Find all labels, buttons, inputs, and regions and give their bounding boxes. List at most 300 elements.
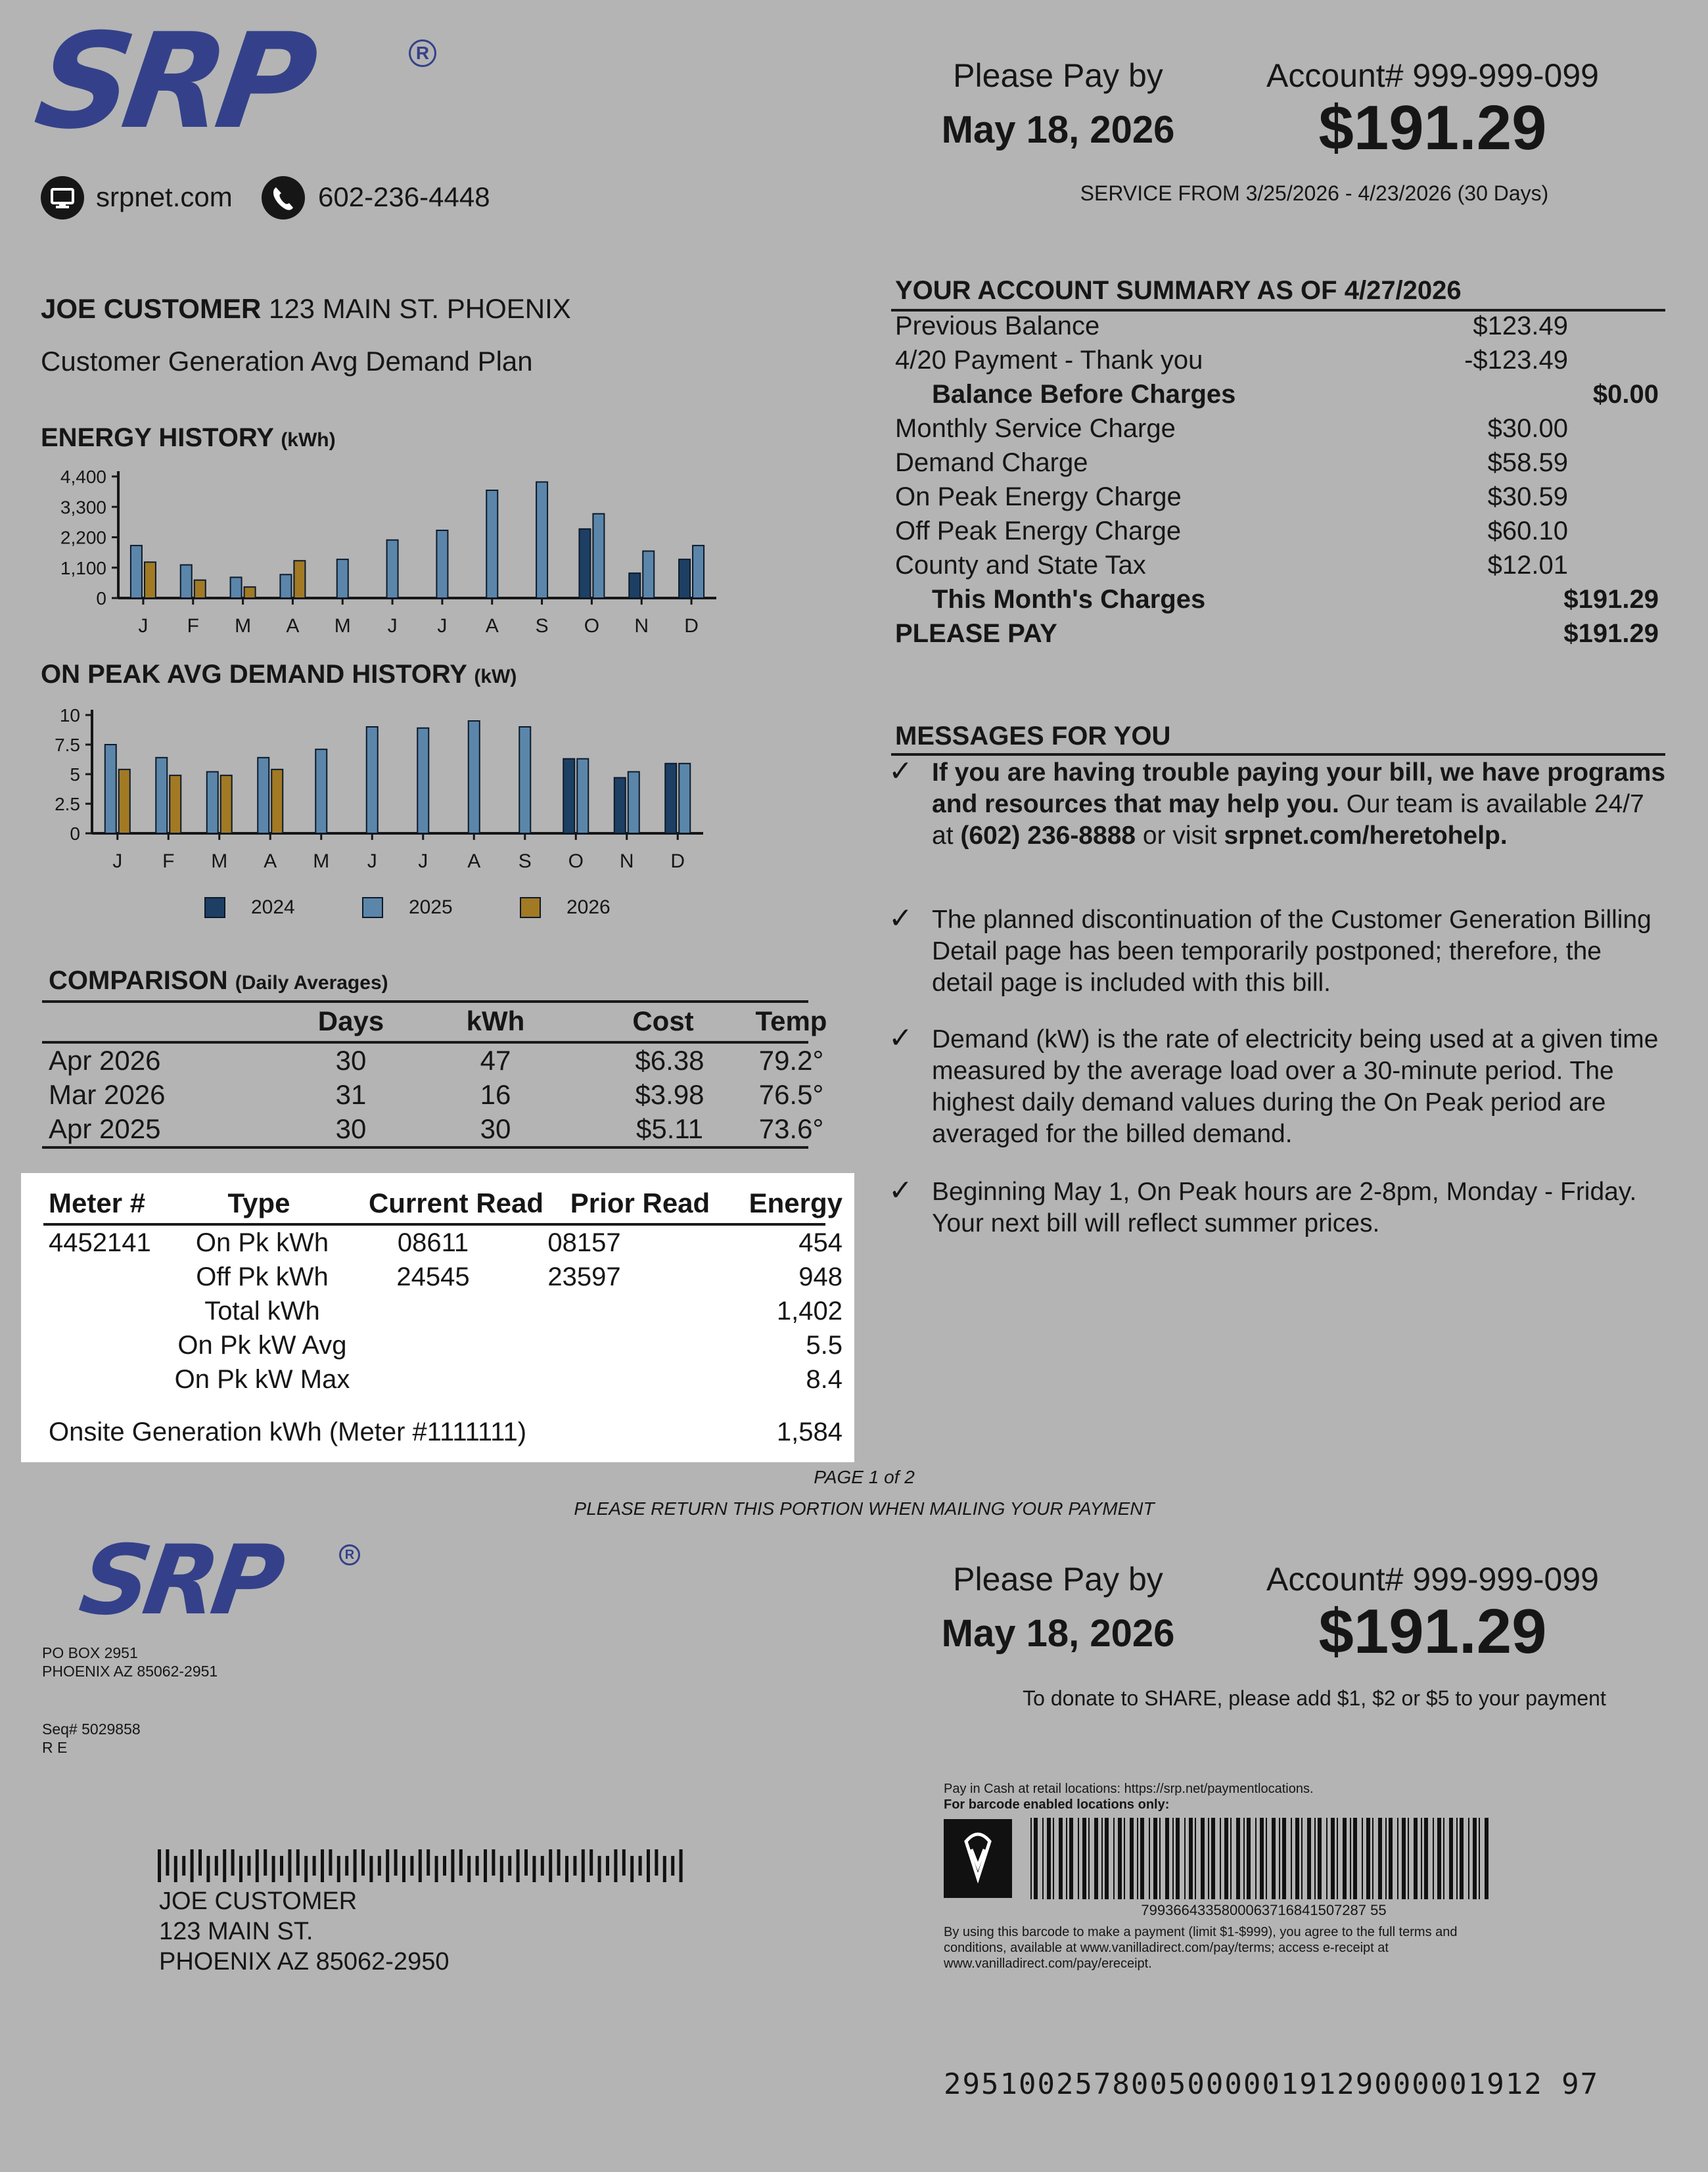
barcode-bar [1279, 1818, 1280, 1899]
legend-label: 2026 [566, 896, 611, 918]
x-tick-label: N [634, 615, 649, 637]
x-tick-label: N [619, 850, 634, 872]
message-hardship [932, 757, 1668, 852]
meter-header [49, 1188, 842, 1220]
barcode-bar [1149, 1818, 1150, 1899]
x-tick-label: S [518, 850, 532, 872]
barcode-bar [1389, 1818, 1393, 1899]
barcode-bar [1255, 1818, 1257, 1899]
barcode-bar [1113, 1818, 1115, 1899]
meter-current: 08611 [397, 1228, 469, 1257]
postal-bar [191, 1849, 194, 1882]
barcode-bar [1243, 1818, 1245, 1899]
postal-bar [337, 1856, 340, 1882]
stub-pay-by-label: Please Pay by [953, 1561, 1163, 1598]
energy-history-unit: (kWh) [281, 429, 336, 451]
table-row [49, 1113, 824, 1147]
bar-2025 [231, 577, 242, 598]
x-tick-label: A [485, 615, 499, 637]
postal-bar [622, 1849, 626, 1876]
page-number: PAGE 1 of 2 [814, 1467, 915, 1487]
barcode-bar [1301, 1818, 1303, 1899]
barcode-bar [1184, 1818, 1186, 1899]
bar-2024 [614, 777, 626, 833]
postal-bar [467, 1856, 471, 1882]
barcode-bar [1066, 1818, 1067, 1899]
table-row [49, 1045, 824, 1079]
meter-col-current: Current Read [368, 1188, 544, 1218]
postal-bar [354, 1849, 357, 1882]
summary-label: This Month's Charges [932, 585, 1206, 614]
postal-bar [410, 1856, 413, 1876]
message-hardship-phone[interactable]: (602) 236-8888 [960, 821, 1136, 850]
energy-history-title-text: ENERGY HISTORY [41, 423, 274, 452]
col-kwh: kWh [466, 1005, 525, 1036]
postal-bar [166, 1849, 169, 1876]
postal-bar [264, 1849, 267, 1876]
onsite-label: Onsite Generation kWh (Meter #1111111) [49, 1418, 527, 1446]
barcode-bar [1094, 1818, 1098, 1899]
message-on-peak-hours: Beginning May 1, On Peak hours are 2-8pm, Monday - Friday. Your next bill will reflect summer prices. [932, 1178, 1637, 1237]
website-icon [41, 176, 84, 220]
barcode-terms: By using this barcode to make a payment (limit $1-$999), you agree to the full terms and conditions, available at www.vanilladirect.com/pay/terms; access e-receipt at www.vanilladirect.com/pay/ereceipt. [944, 1925, 1458, 1971]
summary-title: YOUR ACCOUNT SUMMARY AS OF 4/27/2026 [895, 276, 1462, 305]
postal-bar [663, 1856, 666, 1882]
bar-2025 [519, 727, 530, 833]
barcode-bar [1118, 1818, 1122, 1899]
amount-due: $191.29 [1318, 93, 1547, 163]
bar-2025 [258, 758, 269, 833]
summary-amount: $30.00 [1487, 414, 1568, 443]
comparison-cost: $6.38 [635, 1045, 704, 1076]
postal-barcode [158, 1849, 697, 1882]
barcode-bar [1468, 1818, 1469, 1899]
comparison-days: 30 [335, 1045, 367, 1076]
checkmark-icon: ✓ [889, 755, 913, 787]
barcode-bar [1088, 1818, 1090, 1899]
bar-2026 [221, 775, 232, 833]
postal-bar [394, 1849, 398, 1876]
barcode-bar [1362, 1818, 1363, 1899]
pay-by-label: Please Pay by [953, 57, 1163, 94]
barcode-bar [1295, 1818, 1299, 1899]
postal-bar [541, 1856, 544, 1876]
donate-note: To donate to SHARE, please add $1, $2 or $5 to your payment [1023, 1686, 1606, 1710]
srp-logo-stub: SRP [74, 1525, 285, 1636]
barcode-bar [1034, 1818, 1038, 1899]
postal-bar [158, 1849, 161, 1882]
barcode-bar [1424, 1818, 1428, 1899]
meter-col-number: Meter # [49, 1188, 146, 1218]
x-tick-label: A [467, 850, 481, 872]
checkmark-icon: ✓ [889, 1022, 913, 1054]
postal-bar [198, 1849, 202, 1876]
bar-2025 [105, 745, 116, 833]
barcode-bar [1331, 1818, 1335, 1899]
barcode-bar [1421, 1818, 1422, 1899]
message-hardship-text: Our team is available 24/7 at [932, 790, 1644, 850]
comparison-days: 30 [335, 1113, 367, 1144]
barcode-bar [1479, 1818, 1480, 1899]
summary-label: Demand Charge [895, 448, 1088, 477]
postal-bar [573, 1856, 576, 1876]
comparison-temp: 73.6° [758, 1113, 824, 1144]
postal-bar [369, 1856, 373, 1882]
y-tick-label: 10 [59, 705, 80, 726]
postal-bar [606, 1856, 609, 1876]
barcode-bar [1059, 1818, 1063, 1899]
comparison-rule-mid [42, 1041, 808, 1044]
bar-2026 [145, 562, 156, 598]
meter-type: Total kWh [204, 1297, 320, 1326]
postal-bar [476, 1856, 479, 1876]
postal-bar [361, 1849, 365, 1876]
postal-bar [443, 1856, 446, 1876]
barcode-bar [1402, 1818, 1406, 1899]
postal-bar [630, 1856, 634, 1882]
postal-bar [182, 1856, 185, 1876]
barcode-bar [1260, 1818, 1264, 1899]
comparison-header [42, 1005, 827, 1040]
postal-bar [484, 1849, 487, 1882]
postal-bar [435, 1856, 438, 1882]
registered-mark-stub: R [339, 1544, 360, 1565]
postal-bar [517, 1849, 520, 1882]
barcode-bar [1247, 1818, 1251, 1899]
table-row [49, 1297, 842, 1331]
postal-bar [174, 1856, 177, 1882]
retail-barcode [1030, 1818, 1497, 1899]
monitor-icon [41, 176, 84, 220]
meter-col-prior: Prior Read [570, 1188, 710, 1218]
meter-prior: 23597 [547, 1262, 621, 1291]
barcode-bar [1078, 1818, 1079, 1899]
barcode-bar [1408, 1818, 1409, 1899]
barcode-bar [1318, 1818, 1322, 1899]
legend-swatch-2024 [205, 898, 225, 917]
y-tick-label: 2.5 [55, 794, 80, 814]
comparison-rule-top [42, 1000, 808, 1003]
barcode-bar [1140, 1818, 1144, 1899]
x-tick-label: D [670, 850, 685, 872]
barcode-bar [1208, 1818, 1209, 1899]
comparison-title-text: COMPARISON [49, 966, 228, 995]
comparison-temp: 76.5° [758, 1079, 824, 1110]
table-row [49, 1228, 842, 1262]
bar-2025 [387, 540, 398, 598]
postal-bar [647, 1849, 650, 1882]
summary-amount: $58.59 [1487, 448, 1568, 477]
checkmark-icon: ✓ [889, 1174, 913, 1207]
checkmark-icon: ✓ [889, 902, 913, 935]
postal-bar [272, 1856, 275, 1882]
x-tick-label: O [584, 615, 600, 637]
demand-history-unit: (kW) [474, 666, 517, 687]
barcode-bar [1291, 1818, 1292, 1899]
stub-amount-due: $191.29 [1318, 1596, 1547, 1667]
summary-label: Previous Balance [895, 312, 1100, 340]
barcode-bar [1195, 1818, 1196, 1899]
barcode-bar [1220, 1818, 1221, 1899]
cash-note: Pay in Cash at retail locations: https://srp.net/paymentlocations. [944, 1782, 1314, 1796]
bar-2025 [643, 551, 654, 598]
summary-amount: -$123.49 [1464, 346, 1568, 375]
bar-2025 [486, 490, 497, 598]
table-row [49, 1262, 842, 1297]
comparison-period: Apr 2025 [49, 1113, 161, 1144]
postal-bar [288, 1849, 291, 1882]
postal-bar [386, 1849, 389, 1882]
bar-2025 [280, 574, 291, 598]
barcode-bar [1137, 1818, 1138, 1899]
message-hardship-link[interactable]: srpnet.com/heretohelp. [1224, 821, 1508, 850]
col-temp: Temp [755, 1005, 827, 1036]
postal-bar [427, 1849, 430, 1876]
sequence-number: Seq# 5029858 [42, 1721, 141, 1738]
barcode-bar [1069, 1818, 1073, 1899]
barcode-bar [1172, 1818, 1174, 1899]
barcode-bar [1042, 1818, 1044, 1899]
meter-number: 4452141 [49, 1228, 151, 1257]
meter-type: Off Pk kWh [196, 1262, 329, 1291]
message-hardship-bold: If you are having trouble paying your bill, we have programs and resources that may help you. [932, 758, 1666, 818]
messages-title: MESSAGES FOR YOU [895, 722, 1171, 751]
bar-2025 [577, 759, 588, 833]
summary-row [895, 380, 1661, 414]
barcode-bar [1449, 1818, 1453, 1899]
table-row [49, 1331, 842, 1365]
summary-row [895, 482, 1661, 517]
col-days: Days [317, 1005, 384, 1036]
legend-swatch-2025 [363, 898, 382, 917]
summary-label: Monthly Service Charge [895, 414, 1176, 443]
x-tick-label: J [418, 850, 428, 872]
barcode-number: 7993664335800063716841507287 55 [1141, 1902, 1387, 1918]
meter-col-energy: Energy [749, 1188, 842, 1218]
phone-icon [262, 176, 305, 220]
barcode-bar [1460, 1818, 1464, 1899]
summary-row [895, 585, 1661, 619]
summary-row [895, 517, 1661, 551]
bar-2025 [628, 772, 639, 833]
postal-bar [532, 1856, 536, 1882]
barcode-bar [1211, 1818, 1215, 1899]
postal-bar [215, 1856, 218, 1876]
barcode-bar [1153, 1818, 1157, 1899]
customer-address: 123 MAIN ST. PHOENIX [268, 293, 571, 324]
vanilla-logo-icon [944, 1819, 1012, 1898]
message-demand: Demand (kW) is the rate of electricity being used at a given time measured by the average load over a 30-minute period. The highest daily demand values during the On Peak period are averaged for the billed demand. [932, 1025, 1659, 1148]
barcode-bar [1337, 1818, 1338, 1899]
summary-row [895, 312, 1661, 346]
barcode-bar [1272, 1818, 1276, 1899]
summary-label: PLEASE PAY [895, 619, 1057, 648]
summary-amount: $123.49 [1473, 312, 1568, 340]
postal-bar [247, 1856, 250, 1876]
y-tick-label: 0 [96, 588, 106, 609]
meter-energy: 454 [798, 1228, 842, 1257]
comparison-title [49, 966, 388, 996]
po-box: PO BOX 2951 [42, 1644, 138, 1661]
postal-bar [256, 1849, 259, 1882]
barcode-bar [1201, 1818, 1205, 1899]
onsite-value: 1,584 [776, 1418, 842, 1446]
barcode-bar [1433, 1818, 1434, 1899]
mail-street: 123 MAIN ST. [159, 1918, 313, 1945]
postal-bar [402, 1856, 405, 1882]
bar-2025 [693, 545, 704, 598]
summary-label: 4/20 Payment - Thank you [895, 346, 1203, 375]
summary-label: County and State Tax [895, 551, 1146, 580]
postal-bar [231, 1849, 235, 1876]
customer-name: JOE CUSTOMER [41, 293, 262, 324]
barcode-bar [1307, 1818, 1311, 1899]
bar-2025 [679, 764, 690, 833]
barcode-bar [1350, 1818, 1351, 1899]
barcode-bar [1485, 1818, 1489, 1899]
stub-account-number: Account# 999-999-099 [1266, 1561, 1599, 1598]
mail-name: JOE CUSTOMER [159, 1887, 358, 1915]
postal-bar [639, 1856, 642, 1876]
x-tick-label: J [367, 850, 377, 872]
bar-2026 [271, 770, 283, 833]
bar-2025 [156, 758, 167, 833]
postal-bar [557, 1849, 561, 1876]
comparison-temp: 79.2° [758, 1045, 824, 1076]
y-tick-label: 3,300 [60, 497, 106, 518]
barcode-bar [1366, 1818, 1370, 1899]
postal-bar [296, 1849, 300, 1876]
demand-history-title [41, 660, 517, 689]
account-number: Account# 999-999-099 [1266, 57, 1599, 94]
barcode-bar [1189, 1818, 1193, 1899]
barcode-note: For barcode enabled locations only: [944, 1797, 1170, 1812]
barcode-bar [1130, 1818, 1134, 1899]
summary-row [895, 551, 1661, 585]
meter-energy: 1,402 [776, 1297, 842, 1326]
barcode-bar [1176, 1818, 1180, 1899]
barcode-bar [1397, 1818, 1398, 1899]
comparison-days: 31 [335, 1079, 367, 1110]
barcode-bar [1314, 1818, 1316, 1899]
barcode-bar [1282, 1818, 1286, 1899]
table-row [49, 1079, 824, 1113]
demand-history-title-text: ON PEAK AVG DEMAND HISTORY [41, 660, 467, 689]
y-tick-label: 2,200 [60, 527, 106, 548]
postal-bar [589, 1849, 593, 1876]
postal-bar [345, 1856, 348, 1876]
energy-history-title [41, 423, 336, 453]
x-tick-label: F [162, 850, 175, 872]
comparison-cost: $3.98 [635, 1079, 704, 1110]
postal-bar [378, 1856, 381, 1876]
meter-energy: 8.4 [806, 1365, 842, 1394]
registered-mark: R [409, 39, 436, 67]
postal-bar [223, 1849, 226, 1882]
postal-bar [239, 1856, 242, 1882]
barcode-bar [1030, 1818, 1032, 1899]
bar-2026 [294, 561, 305, 598]
postal-bar [419, 1849, 422, 1882]
postal-bar [614, 1849, 617, 1882]
bar-2024 [629, 573, 640, 598]
barcode-bar [1230, 1818, 1232, 1899]
comparison-kwh: 30 [480, 1113, 511, 1144]
bar-2024 [579, 529, 590, 598]
summary-amount: $12.01 [1487, 551, 1568, 580]
summary-label: Balance Before Charges [932, 380, 1236, 409]
summary-row [895, 619, 1661, 653]
bar-2025 [315, 749, 327, 833]
bar-2025 [469, 721, 480, 833]
postal-bar [500, 1856, 503, 1882]
comparison-period: Apr 2026 [49, 1045, 161, 1076]
meter-header-rule [43, 1223, 825, 1226]
comparison-period: Mar 2026 [49, 1079, 166, 1110]
message-billing-detail: The planned discontinuation of the Customer Generation Billing Detail page has been temporarily postponed; therefore, the detail page is included with this bill. [932, 906, 1651, 997]
scanline: 29510025780050000019129000001912 97 [944, 2068, 1600, 2101]
bar-2025 [536, 482, 547, 598]
summary-label: Off Peak Energy Charge [895, 517, 1182, 545]
postal-bar [313, 1856, 316, 1876]
barcode-bar [1473, 1818, 1477, 1899]
stub-due-date: May 18, 2026 [941, 1612, 1175, 1655]
barcode-bar [1372, 1818, 1373, 1899]
summary-row [895, 448, 1661, 482]
meter-readings-box [21, 1173, 854, 1462]
barcode-bar [1053, 1818, 1054, 1899]
barcode-bar [1124, 1818, 1125, 1899]
summary-amount: $60.10 [1487, 517, 1568, 545]
comparison-cost: $5.11 [636, 1113, 703, 1144]
bar-2026 [195, 580, 206, 598]
meter-type: On Pk kWh [195, 1228, 329, 1257]
postal-bar [582, 1849, 585, 1882]
onsite-generation-row [49, 1418, 842, 1452]
phone-number[interactable]: 602-236-4448 [318, 181, 490, 212]
x-tick-label: A [264, 850, 277, 872]
barcode-bar [1101, 1818, 1103, 1899]
legend-swatch-2026 [520, 898, 540, 917]
barcode-bar [1159, 1818, 1161, 1899]
summary-amount: $30.59 [1487, 482, 1568, 511]
meter-col-type: Type [227, 1188, 290, 1218]
website-link[interactable]: srpnet.com [96, 181, 233, 212]
meter-type: On Pk kW Avg [177, 1331, 347, 1360]
meter-energy: 5.5 [806, 1331, 842, 1360]
return-note: PLEASE RETURN THIS PORTION WHEN MAILING YOUR PAYMENT [574, 1498, 1155, 1519]
postal-bar [451, 1849, 454, 1882]
x-tick-label: D [684, 615, 699, 637]
x-tick-label: J [138, 615, 149, 637]
service-period: SERVICE FROM 3/25/2026 - 4/23/2026 (30 Days) [1080, 181, 1549, 205]
comparison-kwh: 47 [480, 1045, 511, 1076]
barcode-bar [1443, 1818, 1444, 1899]
legend-label: 2024 [251, 896, 295, 918]
summary-row [895, 346, 1661, 380]
postal-bar [565, 1856, 568, 1882]
demand-history-chart [20, 697, 749, 933]
y-tick-label: 4,400 [60, 467, 106, 487]
y-tick-label: 1,100 [60, 557, 106, 578]
po-city: PHOENIX AZ 85062-2951 [42, 1663, 218, 1680]
summary-amount: $0.00 [1592, 380, 1659, 409]
x-tick-label: J [387, 615, 398, 637]
barcode-bar [1437, 1818, 1441, 1899]
bar-2026 [244, 587, 256, 598]
rate-plan: Customer Generation Avg Demand Plan [41, 346, 533, 377]
postal-bar [598, 1856, 601, 1882]
